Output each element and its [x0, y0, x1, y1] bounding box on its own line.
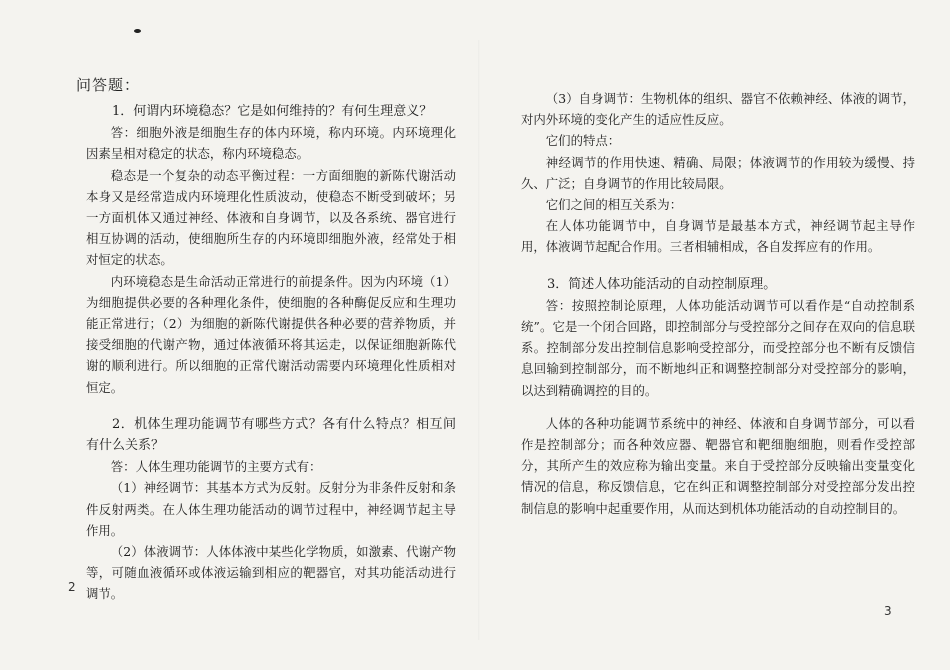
page-number-left: 2 [68, 580, 76, 594]
question-1: 1．何谓内环境稳态？它是如何维持的？有何生理意义？ [112, 104, 433, 119]
answer-1-definition: 答：细胞外液是细胞生存的体内环境，称内环境。内环境理化因素呈相对稳定的状态，称内环境稳态。 [86, 125, 456, 162]
answer-2-autoregulation: （3）自身调节：生物机体的组织、器官不依赖神经、体液的调节，对内外环境的变化产生的适应性反应。 [521, 91, 915, 128]
question-2: 2．机体生理功能调节有哪些方式？各有什么特点？相互间有什么关系？ [86, 416, 456, 454]
answer-3-application: 人体的各种功能调节系统中的神经、体液和自身调节部分，可以看作是控制部分；而各种效应器、靶器官和靶细胞细胞，则看作受控部分，其所产生的效应称为输出变量。来自于受控部分反映输出变量变化情况的信息，称反馈信息，它在纠正和调整控制部分对受控部分发出控制信息的影响中起重要作用，从而达到机体功能活动的自动控制目的。 [521, 415, 915, 516]
question-3: 3．简述人体功能活动的自动控制原理。 [547, 276, 777, 292]
answer-2-intro: 答：人体生理功能调节的主要方式有： [110, 459, 322, 475]
features-heading: 它们的特点： [545, 133, 621, 149]
right-text-column [521, 88, 915, 519]
answer-1-significance: 内环境稳态是生命活动正常进行的前提条件。因为内环境（1）为细胞提供必要的各种理化条件，使细胞的各种酶促反应和生理功能正常进行；（2）为细胞的新陈代谢提供各种必要的营养物质，并接受细胞的代谢产物，通过体液循环将其运走，以保证细胞新陈代谢的顺利进行。所以细胞的正常代谢活动需要内环境理化性质相对恒定。 [86, 273, 456, 395]
page-number-right: 3 [884, 604, 892, 618]
scan-speck [134, 29, 141, 33]
answer-2-humoral-regulation: （2）体液调节：人体体液中某些化学物质，如激素、代谢产物等，可随血液循环或体液运输到相应的靶器官，对其功能活动进行调节。 [86, 544, 456, 602]
relationship-heading: 它们之间的相互关系为： [545, 197, 683, 213]
answer-2-neural-regulation: （1）神经调节：其基本方式为反射。反射分为非条件反射和条件反射两类。在人体生理功能活动的调节过程中，神经调节起主导作用。 [86, 480, 456, 538]
section-heading: 问答题： [76, 76, 141, 94]
answer-1-mechanism: 稳态是一个复杂的动态平衡过程：一方面细胞的新陈代谢活动本身又是经常造成内环境理化性质波动，使稳态不断受到破坏；另一方面机体又通过神经、体液和自身调节，以及各系统、器官进行相互协调的活动，使细胞所生存的内环境即细胞外液，经常处于相对恒定的状态。 [86, 167, 456, 268]
features-text: 神经调节的作用快速、精确、局限；体液调节的作用较为缓慢、持久、广泛；自身调节的作用比较局限。 [521, 154, 915, 191]
relationship-text: 在人体功能调节中，自身调节是最基本方式，神经调节起主导作用，体液调节起配合作用。三者相辅相成，各自发挥应有的作用。 [521, 218, 915, 255]
answer-3-principle: 答：按照控制论原理，人体功能活动调节可以看作是“自动控制系统”。它是一个闭合回路，即控制部分与受控部分之间存在双向的信息联系。控制部分发出控制信息影响受控部分，而受控部分也不断有反馈信息回输到控制部分，而不断地纠正和调整控制部分对受控部分的影响，以达到精确调控的目的。 [521, 297, 915, 398]
left-text-column [76, 74, 456, 605]
right-page [480, 0, 950, 670]
